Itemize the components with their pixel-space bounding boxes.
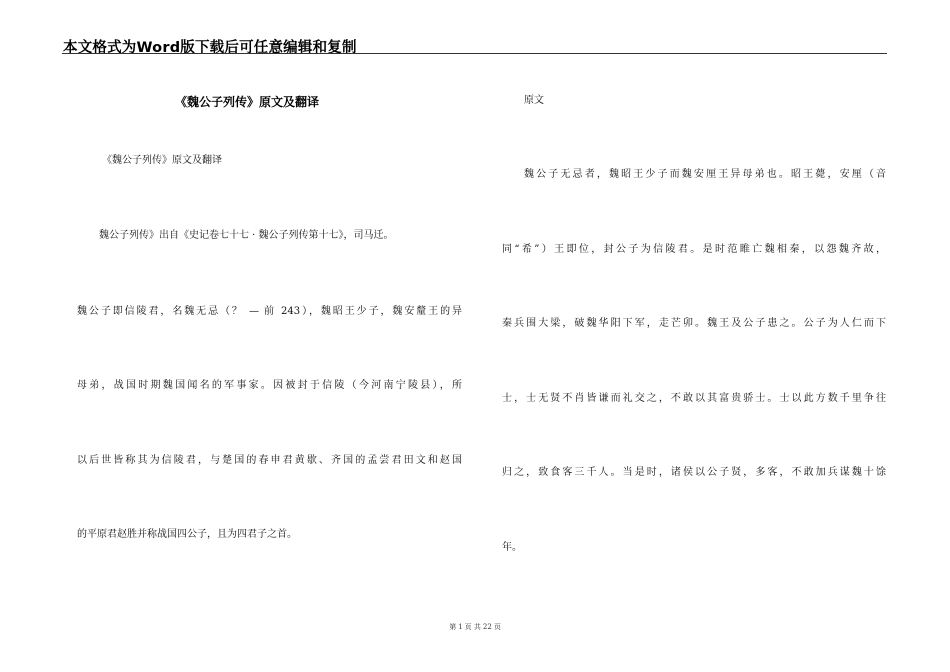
paragraph-line: 归之，致食客三千人。当是时，诸侯以公子贤，多客，不敢加兵谋魏十馀	[502, 467, 886, 478]
page-current: 1	[458, 623, 463, 631]
document-banner: 本文格式为Word版下载后可任意编辑和复制	[63, 40, 357, 56]
paragraph-line: 秦兵围大梁，破魏华阳下军，走芒卯。魏王及公子患之。公子为人仁而下	[502, 318, 886, 329]
paragraph-line: 母弟，战国时期魏国闻名的军事家。因被封于信陵（今河南宁陵县），所	[77, 380, 462, 391]
paragraph-line: 同“希”）王即位，封公子为信陵君。是时范睢亡魏相秦，以怨魏齐故，	[502, 244, 886, 255]
page-mid: 页 共	[464, 623, 481, 631]
header-divider	[62, 53, 887, 54]
paragraph-line: 以后世皆称其为信陵君，与楚国的春申君黄歇、齐国的孟尝君田文和赵国	[77, 455, 462, 466]
document-title: 《魏公子列传》原文及翻译	[175, 95, 320, 109]
paragraph-line: 魏公子列传》出自《史记卷七十七 · 魏公子列传第十七》，司马迁。	[99, 230, 394, 241]
page-suffix: 页	[493, 623, 501, 631]
page-prefix: 第	[449, 623, 457, 631]
paragraph-line: 士，士无贤不肖皆谦而礼交之，不敢以其富贵骄士。士以此方数千里争往	[502, 393, 886, 404]
paragraph-line: 魏公子无忌者，魏昭王少子而魏安厘王异母弟也。昭王薨，安厘（音	[524, 169, 886, 180]
page-total: 22	[482, 623, 492, 631]
section-heading: 原文	[524, 95, 544, 106]
paragraph-line: 魏公子即信陵君，名魏无忌（？ — 前 243），魏昭王少子，魏安釐王的异	[77, 306, 462, 317]
page-indicator	[0, 622, 950, 632]
paragraph-line: 的平原君赵胜并称战国四公子，且为四君子之首。	[77, 529, 297, 540]
paragraph-line: 年。	[502, 542, 522, 553]
subtitle-line: 《魏公子列传》原文及翻译	[102, 155, 222, 166]
